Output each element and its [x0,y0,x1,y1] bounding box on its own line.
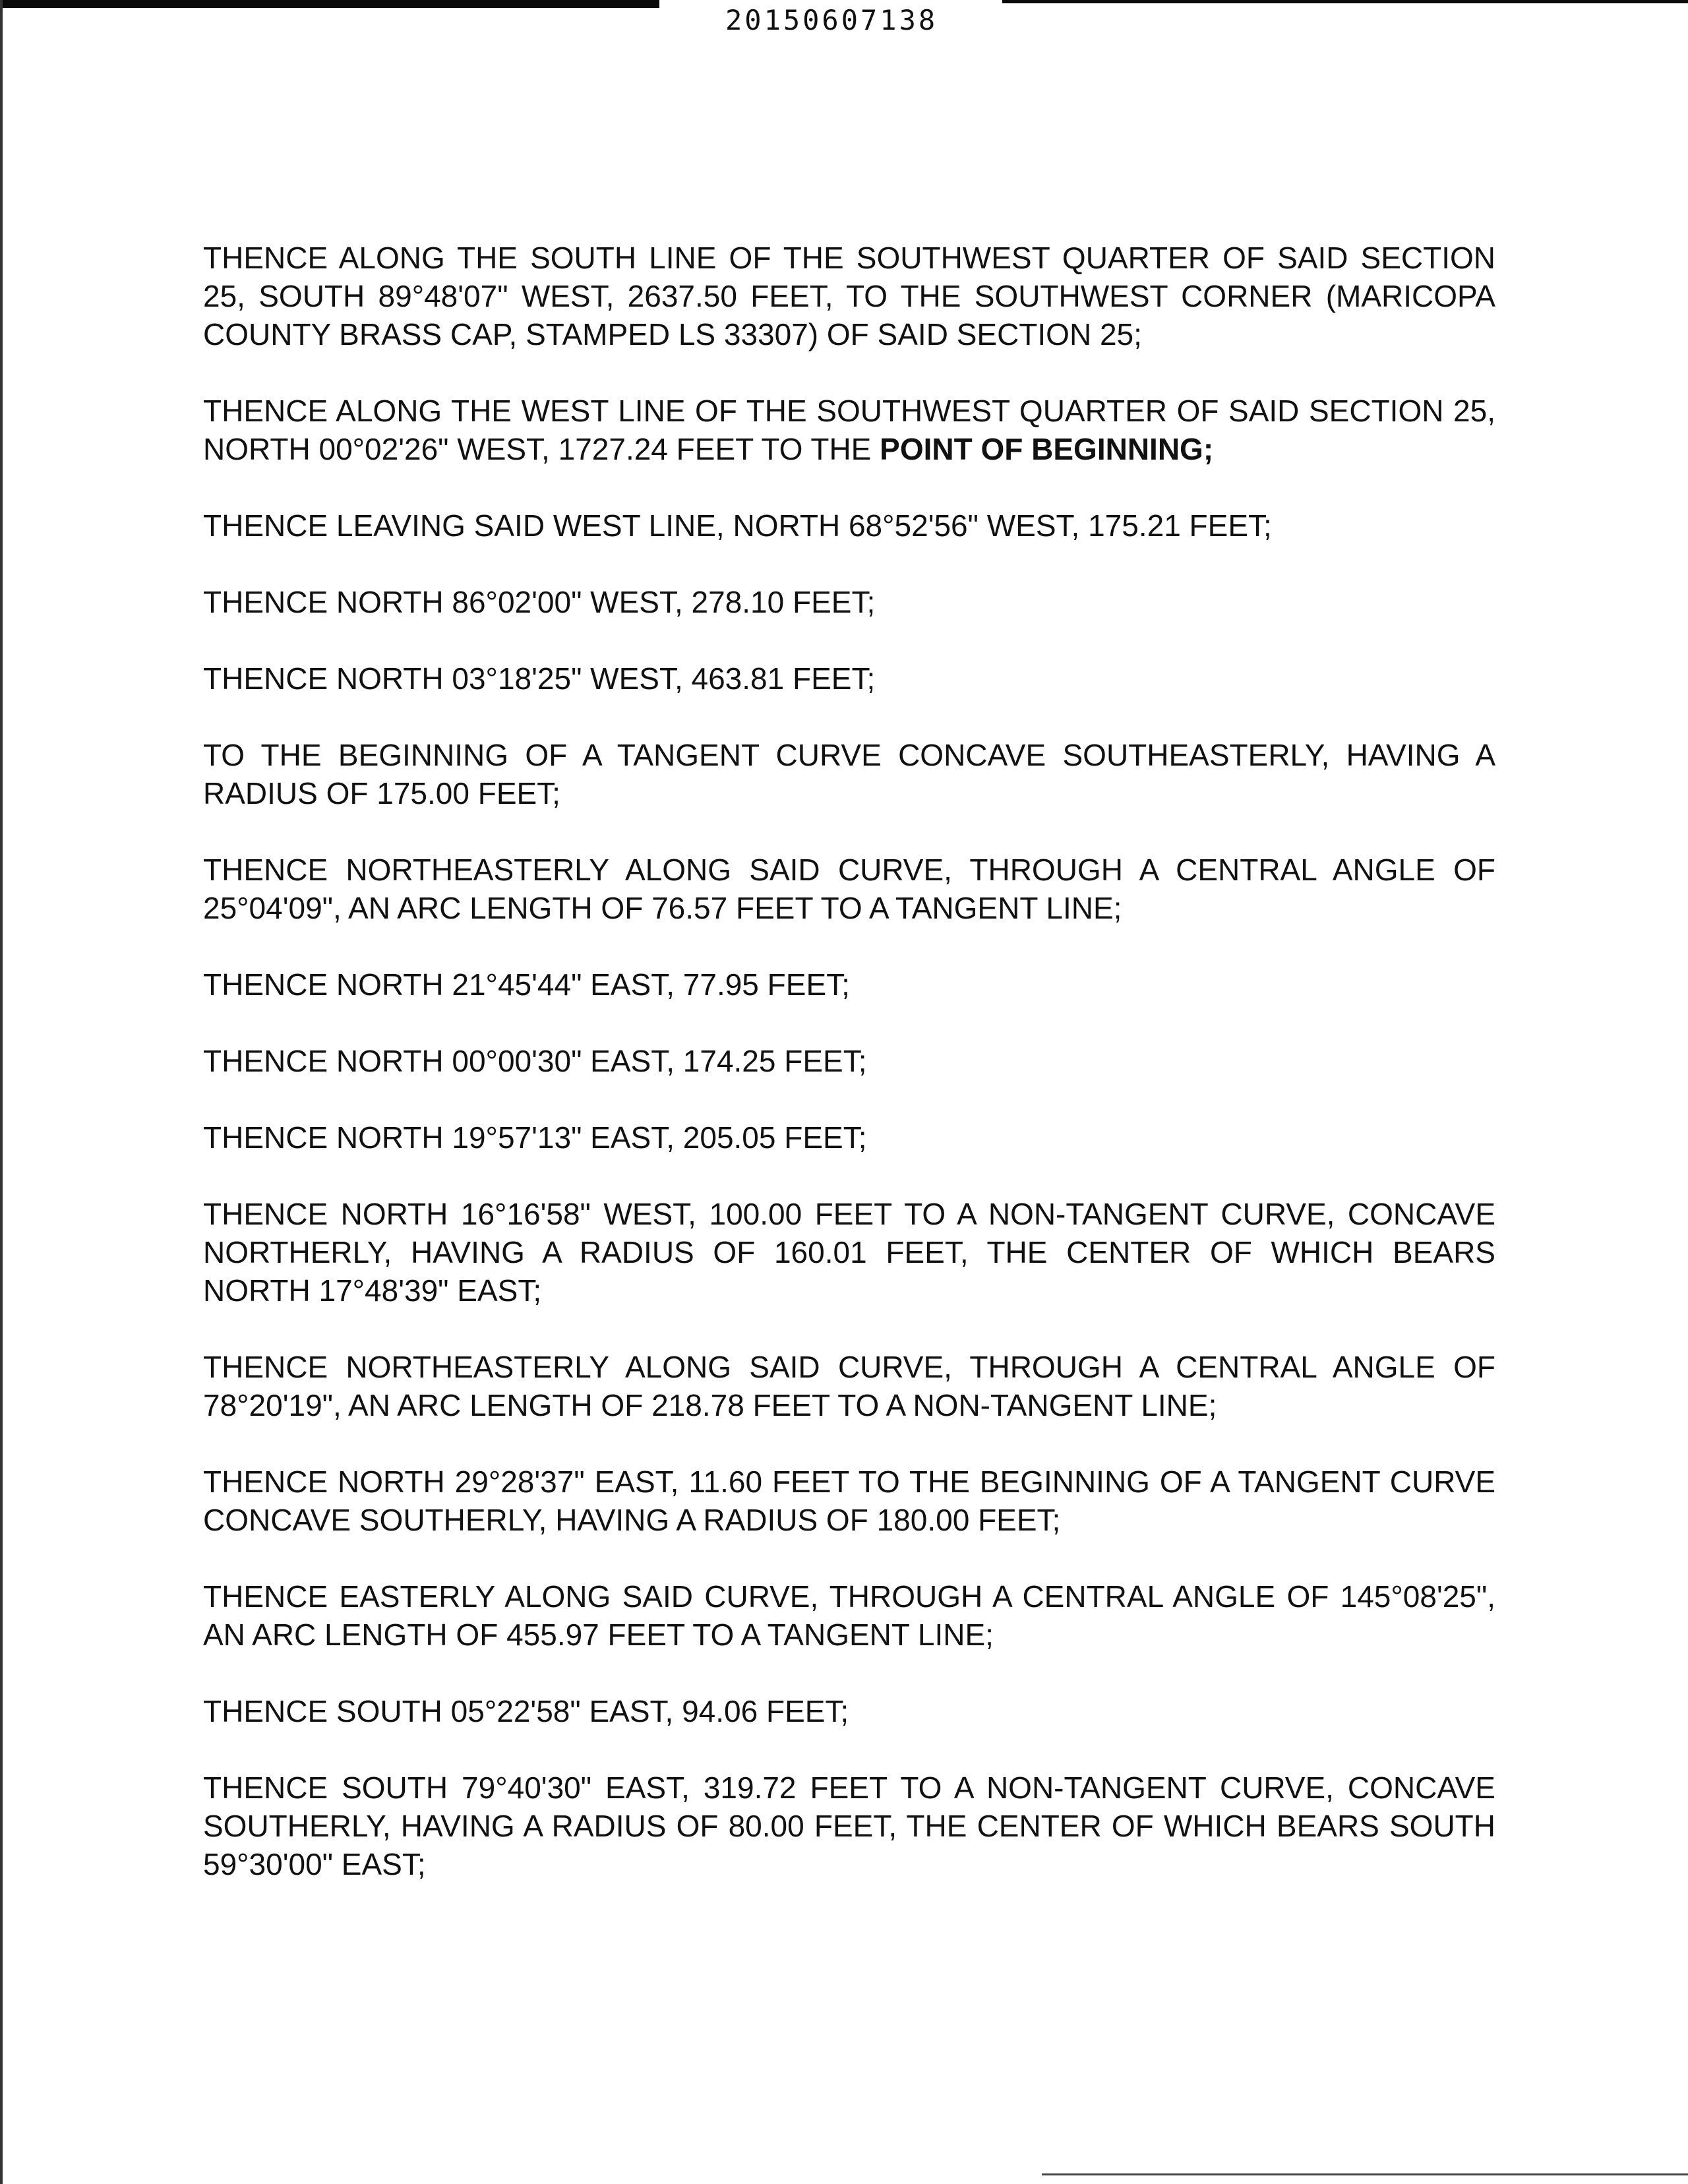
legal-description-body [203,239,1495,1922]
paragraph-11: THENCE NORTH 16°16'58" WEST, 100.00 FEET TO A NON-TANGENT CURVE, CONCAVE NORTHERLY, HAVING A RADIUS OF 160.01 FEET, THE CENTER OF WHICH BEARS NORTH 17°48'39" EAST; [203,1197,1495,1308]
paragraph-8: THENCE NORTH 21°45'44" EAST, 77.95 FEET; [203,967,850,1002]
paragraph-4: THENCE NORTH 86°02'00" WEST, 278.10 FEET; [203,585,876,619]
paragraph-2 [203,392,1495,468]
paragraph-14: THENCE EASTERLY ALONG SAID CURVE, THROUGH A CENTRAL ANGLE OF 145°08'25", AN ARC LENGTH OF 455.97 FEET TO A TANGENT LINE; [203,1579,1495,1652]
paragraph-2-text: THENCE ALONG THE WEST LINE OF THE SOUTHWEST QUARTER OF SAID SECTION 25, NORTH 00°02'26" WEST, 1727.24 FEET TO THE [203,394,1495,466]
paragraph-3: THENCE LEAVING SAID WEST LINE, NORTH 68°52'56" WEST, 175.21 FEET; [203,508,1272,543]
paragraph-10: THENCE NORTH 19°57'13" EAST, 205.05 FEET; [203,1120,867,1155]
scan-edge-top-left [0,0,659,8]
scan-edge-left [0,0,3,2184]
paragraph-16: THENCE SOUTH 79°40'30" EAST, 319.72 FEET TO A NON-TANGENT CURVE, CONCAVE SOUTHERLY, HAVING A RADIUS OF 80.00 FEET, THE CENTER OF WHICH BEARS SOUTH 59°30'00" EAST; [203,1771,1495,1881]
point-of-beginning: POINT OF BEGINNING; [880,432,1214,466]
paragraph-9: THENCE NORTH 00°00'30" EAST, 174.25 FEET; [203,1044,867,1078]
scan-edge-top-right [1002,0,1688,3]
paragraph-15: THENCE SOUTH 05°22'58" EAST, 94.06 FEET; [203,1694,849,1728]
paragraph-5: THENCE NORTH 03°18'25" WEST, 463.81 FEET; [203,661,876,696]
scan-edge-bottom-right [1042,2173,1688,2175]
paragraph-1: THENCE ALONG THE SOUTH LINE OF THE SOUTHWEST QUARTER OF SAID SECTION 25, SOUTH 89°48'07" WEST, 2637.50 FEET, TO THE SOUTHWEST CORNER (MARICOPA COUNTY BRASS CAP, STAMPED LS 33307) OF SAID SECTION 25; [203,241,1495,351]
paragraph-13: THENCE NORTH 29°28'37" EAST, 11.60 FEET TO THE BEGINNING OF A TANGENT CURVE CONCAVE SOUTHERLY, HAVING A RADIUS OF 180.00 FEET; [203,1465,1495,1537]
paragraph-7: THENCE NORTHEASTERLY ALONG SAID CURVE, THROUGH A CENTRAL ANGLE OF 25°04'09", AN ARC LENGTH OF 76.57 FEET TO A TANGENT LINE; [203,853,1495,925]
paragraph-12: THENCE NORTHEASTERLY ALONG SAID CURVE, THROUGH A CENTRAL ANGLE OF 78°20'19", AN ARC LENGTH OF 218.78 FEET TO A NON-TANGENT LINE; [203,1350,1495,1422]
recording-number: 20150607138 [725,4,938,36]
paragraph-6: TO THE BEGINNING OF A TANGENT CURVE CONCAVE SOUTHEASTERLY, HAVING A RADIUS OF 175.00 FEET; [203,738,1495,810]
